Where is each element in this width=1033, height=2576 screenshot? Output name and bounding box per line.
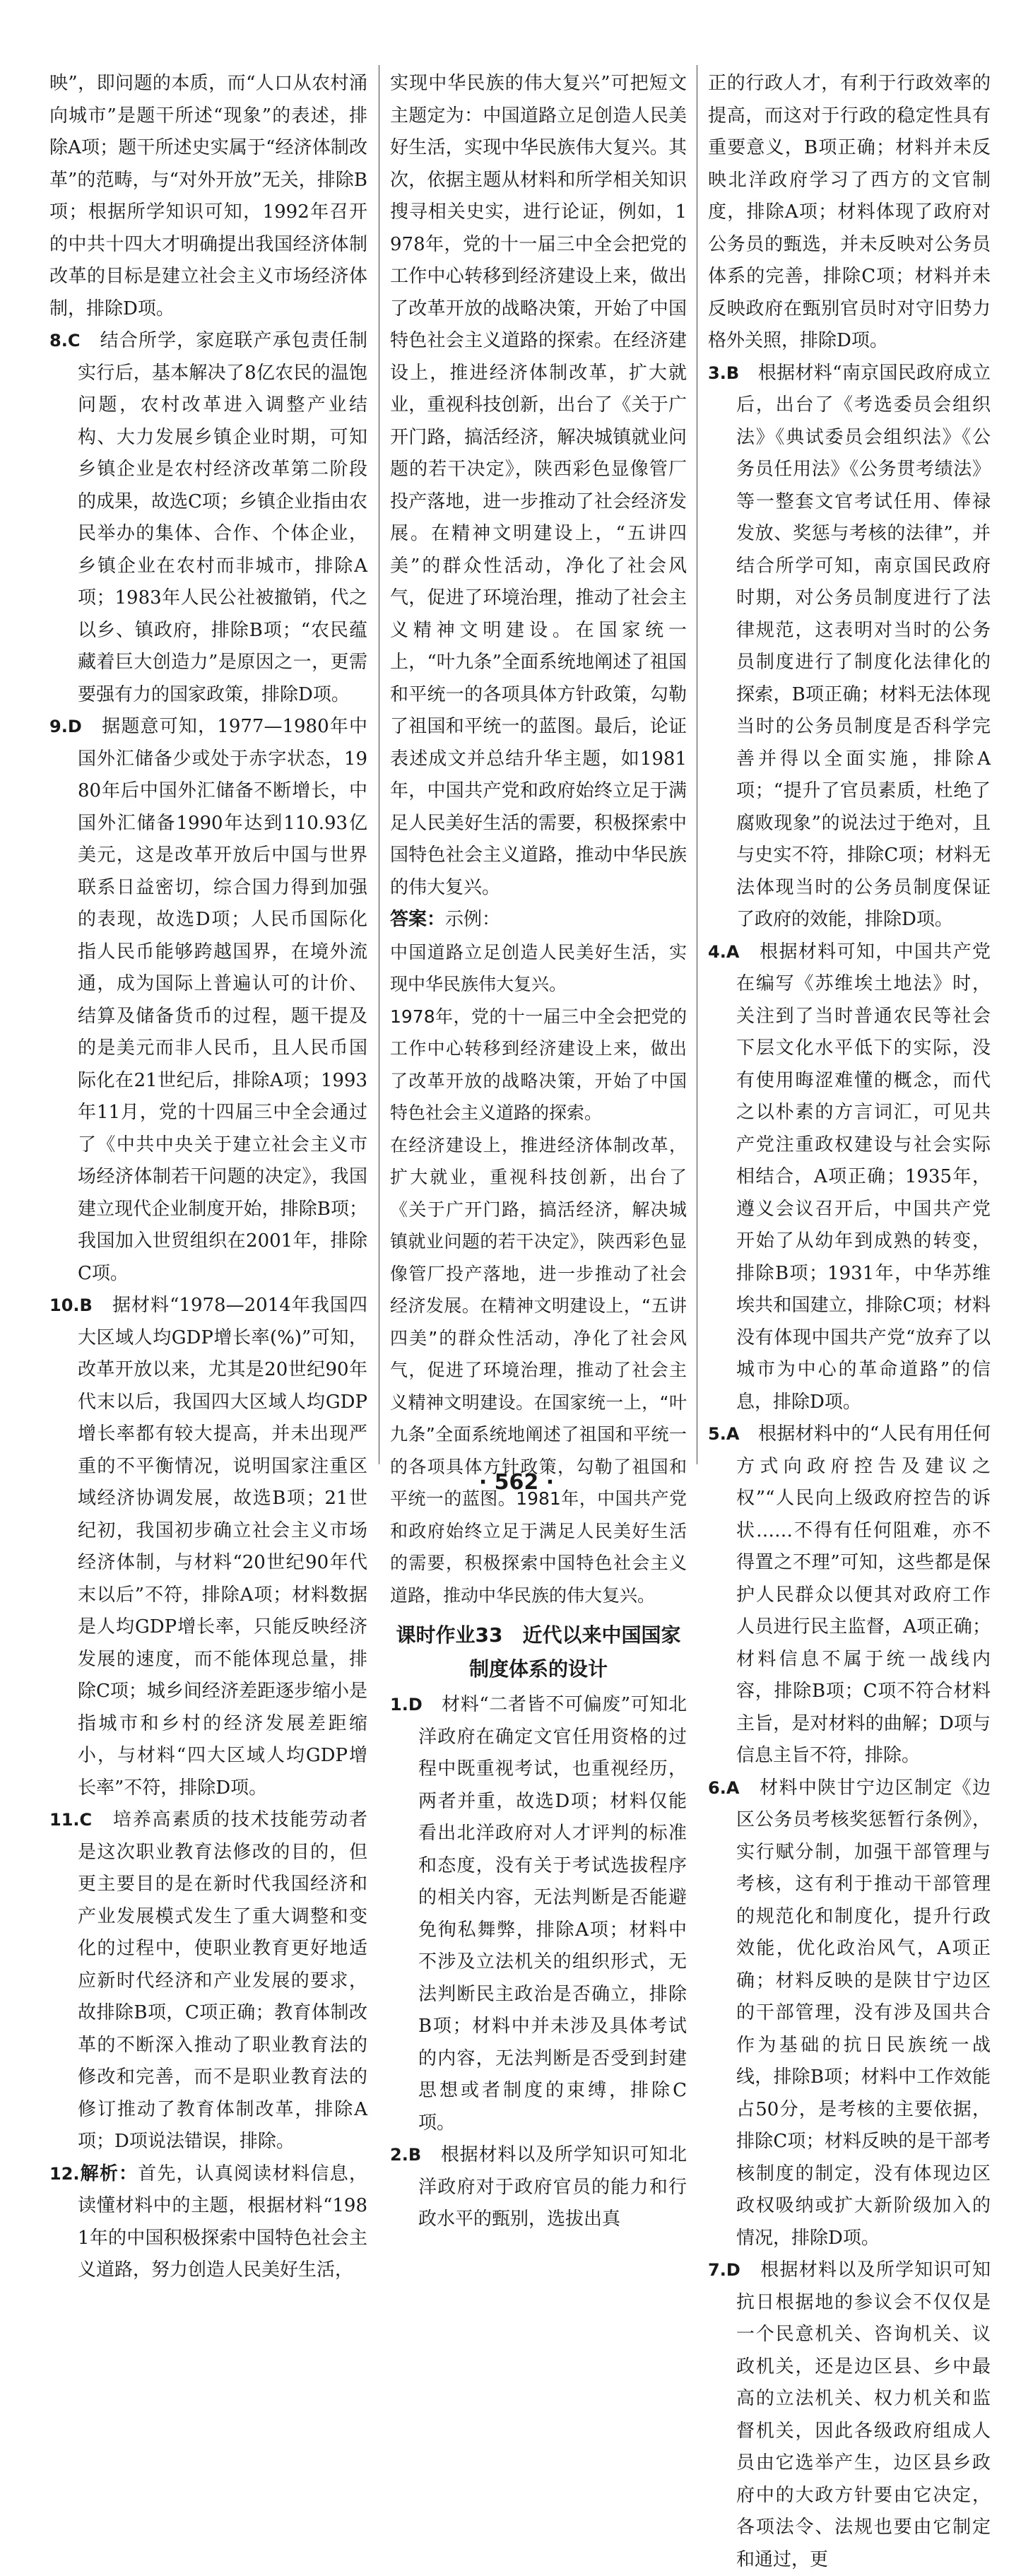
item-number: 3.B [708, 363, 740, 383]
item-number: 2.B [390, 2145, 422, 2165]
item-number: 1.D [390, 1695, 423, 1715]
section-title-line-1: 课时作业33 近代以来中国国家 [396, 1623, 681, 1647]
item-number: 5.A [708, 1424, 740, 1444]
item-text: 材料中陕甘宁边区制定《边区公务员考核奖惩暂行条例》，实行赋分制，加强干部管理与考核，这有利于推动干部管理的规范化和制度化，提升行政效能，优化政治风气，A项正确；材料反映的是陕甘宁边区的干部管理，没有涉及国共合作为基础的抗日民族统一战线，排除B项；材料中工作效能占50分，是考核的主要依据，排除C项；材料反映的是干部考核制度的制定，没有体现边区政权吸纳或扩大新阶级加入的情况，排除D项。 [736, 1777, 991, 2249]
answer-item-3 [708, 358, 991, 936]
continued-paragraph: 实现中华民族的伟大复兴”可把短文主题定为：中国道路立足创造人民美好生活，实现中华民族伟大复兴。其次，依据主题从材料和所学相关知识搜寻相关史实，进行论证，例如，1978年，党的十一届三中全会把党的工作中心转移到经济建设上来，做出了改革开放的战略决策，开始了中国特色社会主义道路的探索。在经济建设上，推进经济体制改革，扩大就业，重视科技创新，出台了《关于广开门路，搞活经济，解决城镇就业问题的若干决定》，陕西彩色显像管厂投产落地，进一步推动了社会经济发展。在精神文明建设上，“五讲四美”的群众性活动，净化了社会风气，促进了环境治理，推动了社会主义精神文明建设。在国家统一上，“叶九条”全面系统地阐述了祖国和平统一的各项具体方针政策，勾勒了祖国和平统一的蓝图。最后，论证表述成文并总结升华主题，如1981年，中国共产党和政府始终立足于满足人民美好生活的需要，积极探索中国特色社会主义道路，推动中华民族的伟大复兴。 [390, 73, 687, 898]
answer-item-10 [49, 1290, 367, 1804]
section-title-line-2: 制度体系的设计 [468, 1657, 608, 1681]
item-text: 根据材料可知，中国共产党在编写《苏维埃土地法》时，关注到了当时普通农民等社会下层文化水平低下的实际，没有使用晦涩难懂的概念，而代之以朴素的方言词汇，可见共产党注重政权建设与社会实际相结合，A项正确；1935年，遵义会议召开后，中国共产党开始了从幼年到成熟的转变，排除B项；1931年，中华苏维埃共和国建立，排除C项；材料没有体现中国共产党“放弃了以城市为中心的革命道路”的信息，排除D项。 [736, 941, 991, 1413]
answer-paragraph-1: 中国道路立足创造人民美好生活，实现中华民族伟大复兴。 [390, 941, 687, 994]
answer-item-7 [708, 2254, 991, 2576]
column-right [708, 68, 991, 2576]
answer-heading [390, 904, 687, 936]
item-number: 8.C [49, 331, 81, 351]
continued-paragraph: 正的行政人才，有利于行政效率的提高，而这对于行政的稳定性具有重要意义，B项正确；材料并未反映北洋政府学习了西方的文官制度，排除A项；材料体现了政府对公务员的甄选，并未反映对公务员体系的完善，排除C项；材料并未反映政府在甄别官员时对守旧势力格外关照，排除D项。 [708, 73, 991, 351]
item-number: 12. [49, 2163, 80, 2184]
answer-item-1 [390, 1689, 687, 2139]
analysis-label: 解析： [79, 2163, 138, 2184]
answer-item-12 [49, 2158, 367, 2287]
item-text: 根据材料中的“人民有用任何方式向政府控告及建议之权”“人民向上级政府控告的诉状……不得有任何阻难，亦不得置之不理”可知，这些都是保护人民群众以便其对政府工作人员进行民主监督，A项正确；材料信息不属于统一战线内容，排除B项；C项不符合材料主旨，是对材料的曲解；D项与信息主旨不符，排除。 [736, 1423, 991, 1766]
item-text: 根据材料以及所学知识可知抗日根据地的参议会不仅仅是一个民意机关、咨询机关、议政机关，还是边区县、乡中最高的立法机关、权力机关和监督机关，因此各级政府组成人员由它选举产生，边区县乡政府中的大政方针要由它决定，各项法令、法规也要由它制定和通过，更 [736, 2259, 991, 2570]
answer-paragraph-3: 在经济建设上，推进经济体制改革，扩大就业，重视科技创新，出台了《关于广开门路，搞活经济，解决城镇就业问题的若干决定》，陕西彩色显像管厂投产落地，进一步推动了社会经济发展。在精神文明建设上，“五讲四美”的群众性活动，净化了社会风气，促进了环境治理，推动了社会主义精神文明建设。在国家统一上，“叶九条”全面系统地阐述了祖国和平统一的各项具体方针政策，勾勒了祖国和平统一的蓝图。1981年，中国共产党和政府始终立足于满足人民美好生活的需要，积极探索中国特色社会主义道路，推动中华民族的伟大复兴。 [390, 1134, 687, 1606]
item-text: 培养高素质的技术技能劳动者是这次职业教育法修改的目的，但更主要目的是在新时代我国经济和产业发展模式发生了重大调整和变化的过程中，使职业教育更好地适应新时代经济和产业发展的要求，故排除B项，C项正确；教育体制改革的不断深入推动了职业教育法的修改和完善，而不是职业教育法的修订推动了教育体制改革，排除A项；D项说法错误，排除。 [78, 1809, 367, 2152]
answer-label: 答案： [390, 909, 446, 930]
item-number: 4.A [708, 941, 740, 962]
page-number: · 562 · [478, 1470, 555, 1495]
item-number: 6.A [708, 1777, 740, 1798]
item-number: 10.B [49, 1295, 93, 1315]
answer-item-4 [708, 936, 991, 1419]
item-text: 根据材料以及所学知识可知北洋政府对于政府官员的能力和行政水平的甄别，选拔出真 [418, 2144, 687, 2230]
continued-paragraph: 映”，即问题的本质，而“人口从农村涌向城市”是题干所述“现象”的表述，排除A项；题干所述史实属于“经济体制改革”的范畴，与“对外开放”无关，排除B项；根据所学知识可知，1992年召开的中共十四大才明确提出我国经济体制改革的目标是建立社会主义市场经济体制，排除D项。 [49, 73, 367, 319]
item-text: 首先，认真阅读材料信息，读懂材料中的主题，根据材料“1981年的中国积极探索中国特色社会主义道路，努力创造人民美好生活， [78, 2163, 367, 2281]
answer-item-11 [49, 1804, 367, 2158]
item-text: 据材料“1978—2014年我国四大区域人均GDP增长率(%)”可知，改革开放以来，尤其是20世纪90年代末以后，我国四大区域人均GDP增长率都有较大提高，并未出现严重的不平衡情况，说明国家注重区域经济协调发展，故选B项；21世纪初，我国初步确立社会主义市场经济体制，与材料“20世纪90年代末以后”不符，排除A项；材料数据是人均GDP增长率，只能反映经济发展的速度，而不能体现总量，排除C项；城乡间经济差距逐步缩小是指城市和乡村的经济发展差距缩小，与材料“四大区域人均GDP增长率”不符，排除D项。 [78, 1295, 367, 1799]
item-number: 7.D [708, 2260, 740, 2280]
item-text: 根据材料“南京国民政府成立后，出台了《考选委员会组织法》《典试委员会组织法》《公务员任用法》《公务贯考绩法》等一整套文官考试任用、俸禄发放、奖惩与考核的法律”，并结合所学可知，南京国民政府时期，对公务员制度进行了法律规范，这表明对当时的公务员制度进行了制度化法律化的探索，B项正确；材料无法体现当时的公务员制度是否科学完善并得以全面实施，排除A项；“提升了官员素质，杜绝了腐败现象”的说法过于绝对，且与史实不符，排除C项；材料无法体现当时的公务员制度保证了政府的效能，排除D项。 [736, 362, 991, 930]
item-text: 结合所学，家庭联产承包责任制实行后，基本解决了8亿农民的温饱问题，农村改革进入调整产业结构、大力发展乡镇企业时期，可知乡镇企业是农村经济改革第二阶段的成果，故选C项；乡镇企业指由农民举办的集体、合作、个体企业，乡镇企业在农村而非城市，排除A项；1983年人民公社被撤销，代之以乡、镇政府，排除B项；“农民蕴藏着巨大创造力”是原因之一，更需要强有力的国家政策，排除D项。 [78, 330, 367, 705]
answer-prefix: 示例： [445, 909, 501, 930]
item-number: 11.C [49, 1810, 93, 1830]
answer-item-6 [708, 1772, 991, 2255]
answer-paragraph-2: 1978年，党的十一届三中全会把党的工作中心转移到经济建设上来，做出了改革开放的战略决策，开始了中国特色社会主义道路的探索。 [390, 1006, 687, 1123]
item-text: 据题意可知，1977—1980年中国外汇储备少或处于赤字状态，1980年后中国外汇储备不断增长，中国外汇储备1990年达到110.93亿美元，这是改革开放后中国与世界联系日益密切，综合国力得到加强的表现，故选D项；人民币国际化指人民币能够跨越国界，在境外流通，成为国际上普遍认可的计价、结算及储备货币的过程，题干提及的是美元而非人民币，且人民币国际化在21世纪后，排除A项；1993年11月，党的十四届三中全会通过了《中共中央关于建立社会主义市场经济体制若干问题的决定》，我国建立现代企业制度开始，排除B项；我国加入世贸组织在2001年，排除C项。 [78, 716, 367, 1284]
answer-item-8 [49, 325, 367, 711]
column-middle [390, 68, 687, 2236]
column-left [49, 68, 367, 2287]
section-title [390, 1618, 687, 1686]
answer-item-9 [49, 711, 367, 1290]
item-number: 9.D [49, 717, 82, 736]
item-text: 材料“二者皆不可偏废”可知北洋政府在确定文官任用资格的过程中既重视考试，也重视经历，两者并重，故选D项；材料仅能看出北洋政府对人才评判的标准和态度，没有关于考试选拔程序的相关内容，无法判断是否能避免徇私舞弊，排除A项；材料中不涉及立法机关的组织形式，无法判断民主政治是否确立，排除B项；材料中并未涉及具体考试的内容，无法判断是否受到封建思想或者制度的束缚，排除C项。 [418, 1694, 687, 2134]
answer-item-2 [390, 2139, 687, 2236]
